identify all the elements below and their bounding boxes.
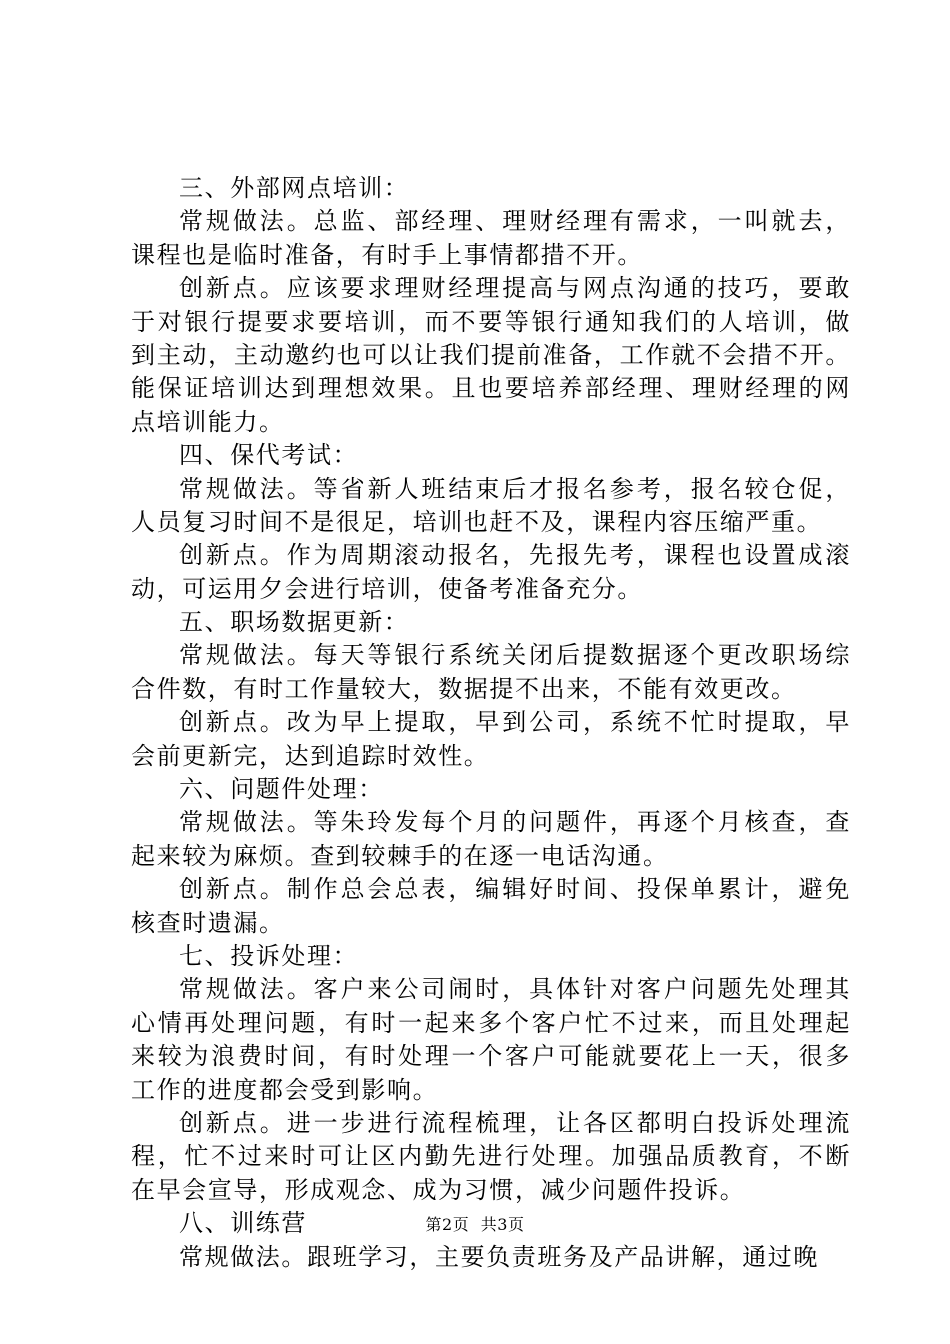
text-line: 起来较为麻烦。查到较棘手的在逐一电话沟通。 <box>131 841 669 870</box>
text-line: 于对银行提要求要培训，而不要等银行通知我们的人培训，做 <box>131 307 851 336</box>
text-line: 常规做法。客户来公司闹时，具体针对客户问题先处理其 <box>179 975 851 1004</box>
text-line: 能保证培训达到理想效果。且也要培养部经理、理财经理的网 <box>131 374 851 403</box>
text-line: 人员复习时间不是很足，培训也赶不及，课程内容压缩严重。 <box>131 507 823 536</box>
paragraph <box>131 539 851 606</box>
text-line: 程，忙不过来时可让区内勤先进行处理。加强品质教育，不断 <box>131 1142 851 1171</box>
text-line: 到主动，主动邀约也可以让我们提前准备，工作就不会措不开。 <box>131 340 851 369</box>
paragraph <box>131 806 851 873</box>
text-line: 来较为浪费时间，有时处理一个客户可能就要花上一天，很多 <box>131 1042 851 1071</box>
paragraph <box>131 706 851 773</box>
document-body <box>131 172 851 1274</box>
paragraph <box>131 439 851 472</box>
text-line: 工作的进度都会受到影响。 <box>131 1075 439 1104</box>
page-total: 共3页 <box>480 1215 525 1234</box>
text-line: 在早会宣导，形成观念、成为习惯，减少问题件投诉。 <box>131 1175 746 1204</box>
paragraph <box>131 205 851 272</box>
text-line: 常规做法。跟班学习，主要负责班务及产品讲解，通过晚 <box>179 1242 819 1271</box>
text-line: 核查时遗漏。 <box>131 908 285 937</box>
paragraph <box>131 606 851 639</box>
text-line: 七、投诉处理： <box>179 941 359 970</box>
text-line: 三、外部网点培训： <box>179 174 410 202</box>
text-line: 创新点。改为早上提取，早到公司，系统不忙时提取，早 <box>179 708 851 737</box>
text-line: 合件数，有时工作量较大，数据提不出来，不能有效更改。 <box>131 674 797 703</box>
text-line: 四、保代考试： <box>179 441 359 470</box>
text-line: 创新点。应该要求理财经理提高与网点沟通的技巧，要敢 <box>179 274 851 303</box>
paragraph <box>131 940 851 973</box>
text-line: 创新点。进一步进行流程梳理，让各区都明白投诉处理流 <box>179 1108 851 1137</box>
text-line: 心情再处理问题，有时一起来多个客户忙不过来，而且处理起 <box>131 1008 851 1037</box>
text-line: 常规做法。等省新人班结束后才报名参考，报名较仓促， <box>179 474 851 503</box>
paragraph <box>131 172 851 205</box>
page-footer <box>0 1215 950 1235</box>
text-line: 八、训练营 <box>179 1209 307 1238</box>
text-line: 创新点。制作总会总表，编辑好时间、投保单累计，避免 <box>179 875 851 904</box>
paragraph <box>131 773 851 806</box>
text-line: 课程也是临时准备，有时手上事情都措不开。 <box>131 240 643 269</box>
text-line: 五、职场数据更新： <box>179 608 410 637</box>
paragraph <box>131 473 851 540</box>
text-line: 常规做法。总监、部经理、理财经理有需求，一叫就去， <box>179 207 851 236</box>
text-line: 常规做法。等朱玲发每个月的问题件，再逐个月核查，查 <box>179 808 851 837</box>
paragraph <box>131 1241 851 1274</box>
paragraph <box>131 1107 851 1207</box>
paragraph <box>131 639 851 706</box>
text-line: 会前更新完，达到追踪时效性。 <box>131 741 490 770</box>
paragraph <box>131 973 851 1107</box>
page-number: 第2页 <box>425 1215 470 1234</box>
text-line: 六、问题件处理： <box>179 775 384 804</box>
paragraph <box>131 272 851 439</box>
text-line: 创新点。作为周期滚动报名，先报先考，课程也设置成滚 <box>179 541 851 570</box>
text-line: 点培训能力。 <box>131 407 285 436</box>
text-line: 动，可运用夕会进行培训，使备考准备充分。 <box>131 574 643 603</box>
text-line: 常规做法。每天等银行系统关闭后提数据逐个更改职场综 <box>179 641 851 670</box>
paragraph <box>131 873 851 940</box>
